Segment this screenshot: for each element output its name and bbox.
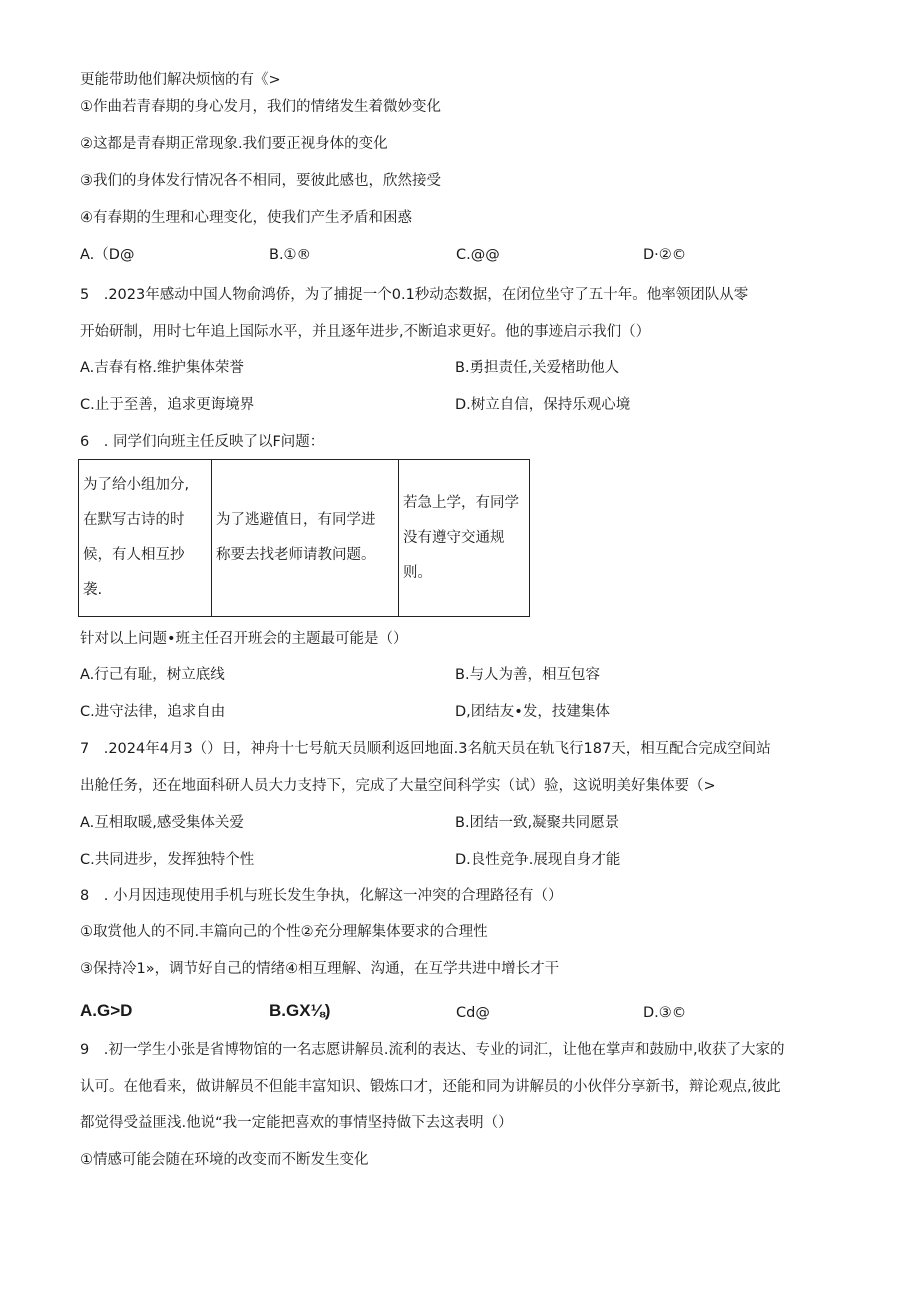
q4-statement-4: ④有春期的生理和心理变化，使我们产生矛盾和困惑 [80,210,412,226]
q8-stem: 8 . 小月因违现使用手机与班长发生争执，化解这一冲突的合理路径有（） [80,888,563,904]
q7-stem-line-2: 出舱任务，还在地面科研人员大力支持下，完成了大量空间科学实（试）验，这说明美好集体要（> [80,778,716,794]
q6-stem: 6 . 同学们向班主任反映了以F问题： [80,434,325,450]
q7-option-b: B.团结一致,凝聚共同愿景 [455,815,620,831]
q8-option-d: D.③© [643,1005,687,1021]
q7-option-c: C.共同进步，发挥独特个性 [80,852,255,868]
q6-table-cell-1: 为了给小组加分, 在默写古诗的时 候，有人相互抄 袭. [79,460,212,617]
q9-stem-line-2: 认可。在他看来，做讲解员不但能丰富知识、锻炼口才，还能和同为讲解员的小伙伴分享新书，辩论观点,彼此 [80,1079,781,1095]
q6-problem-table [78,459,530,617]
q5-option-a: A.吉春有格.维护集体荣誉 [80,360,244,376]
q6-question: 针对以上问题•班主任召开班会的主题最可能是（） [80,631,408,647]
q4-option-c: C.@@ [456,247,500,263]
q4-option-b: B.①® [269,247,312,263]
q7-option-d: D.良性竞争.展现自身才能 [455,852,621,868]
q6-table-cell-3: 若急上学，有同学 没有遵守交通规 则。 [399,460,530,617]
q5-option-c: C.止于至善，追求更诲境界 [80,397,255,413]
q6-option-d: D,团结友•发，技建集体 [455,704,610,720]
q4-stem-tail: 更能带助他们解决烦恼的有《> [80,72,281,88]
q5-stem-line-1: 5 .2023年感动中国人物俞鸿侨，为了捕捉一个0.1秒动态数据，在闭位坐守了五十年。他率领团队从零 [80,287,749,303]
q5-option-b: B.勇担责任,关爱楮助他人 [455,360,620,376]
q4-statement-1: ①作曲若青春期的身心发月，我们的情绪发生着微妙变化 [80,99,441,115]
q8-statements-1-2: ①取赏他人的不同.丰篇向己的个性②充分理解集体要求的合理性 [80,924,488,940]
q6-option-b: B.与人为善，相互包容 [455,667,601,683]
q4-statement-2: ②这都是青春期正常现象.我们要正视身体的变化 [80,136,388,152]
q4-statement-3: ③我们的身体发行情况各不相同，要彼此感也，欣然接受 [80,173,441,189]
q6-option-a: A.行己有耻，树立底线 [80,667,225,683]
q7-option-a: A.互相取暖,感受集体关爱 [80,815,244,831]
q4-option-a: A.（D@ [80,247,135,263]
q8-option-a: A.G>D [80,1001,133,1020]
q9-statement-1: ①情感可能会随在环境的改变而不断发生变化 [80,1152,369,1168]
q5-option-d: D.树立自信，保持乐观心境 [455,397,631,413]
q6-table-cell-2: 为了逃避值日，有同学进 称要去找老师请教问题。 [212,460,399,617]
q6-option-c: C.进守法律，追求自由 [80,704,226,720]
q4-option-d: D·②© [643,247,687,263]
q8-option-c: Cd@ [456,1005,490,1021]
q9-stem-line-3: 都觉得受益匪浅.他说“我一定能把喜欢的事情坚持做下去这表明（） [80,1115,513,1131]
q8-statements-3-4: ③保持冷1»，调节好自己的情绪④相互理解、沟通，在互学共进中增长才干 [80,961,560,977]
q9-stem-line-1: 9 .初一学生小张是省博物馆的一名志愿讲解员.流利的表达、专业的词汇，让他在掌声和鼓励中,收获了大家的 [80,1042,785,1058]
q5-stem-line-2: 开始研制，用时七年追上国际水平，并且逐年进步,不断追求更好。他的事迹启示我们（） [80,324,651,340]
q7-stem-line-1: 7 .2024年4月3（）日，神舟十七号航天员顺利返回地面.3名航天员在轨飞行187天，相互配合完成空间站 [80,741,771,757]
q8-option-b: B.GX⅛) [269,1001,331,1020]
